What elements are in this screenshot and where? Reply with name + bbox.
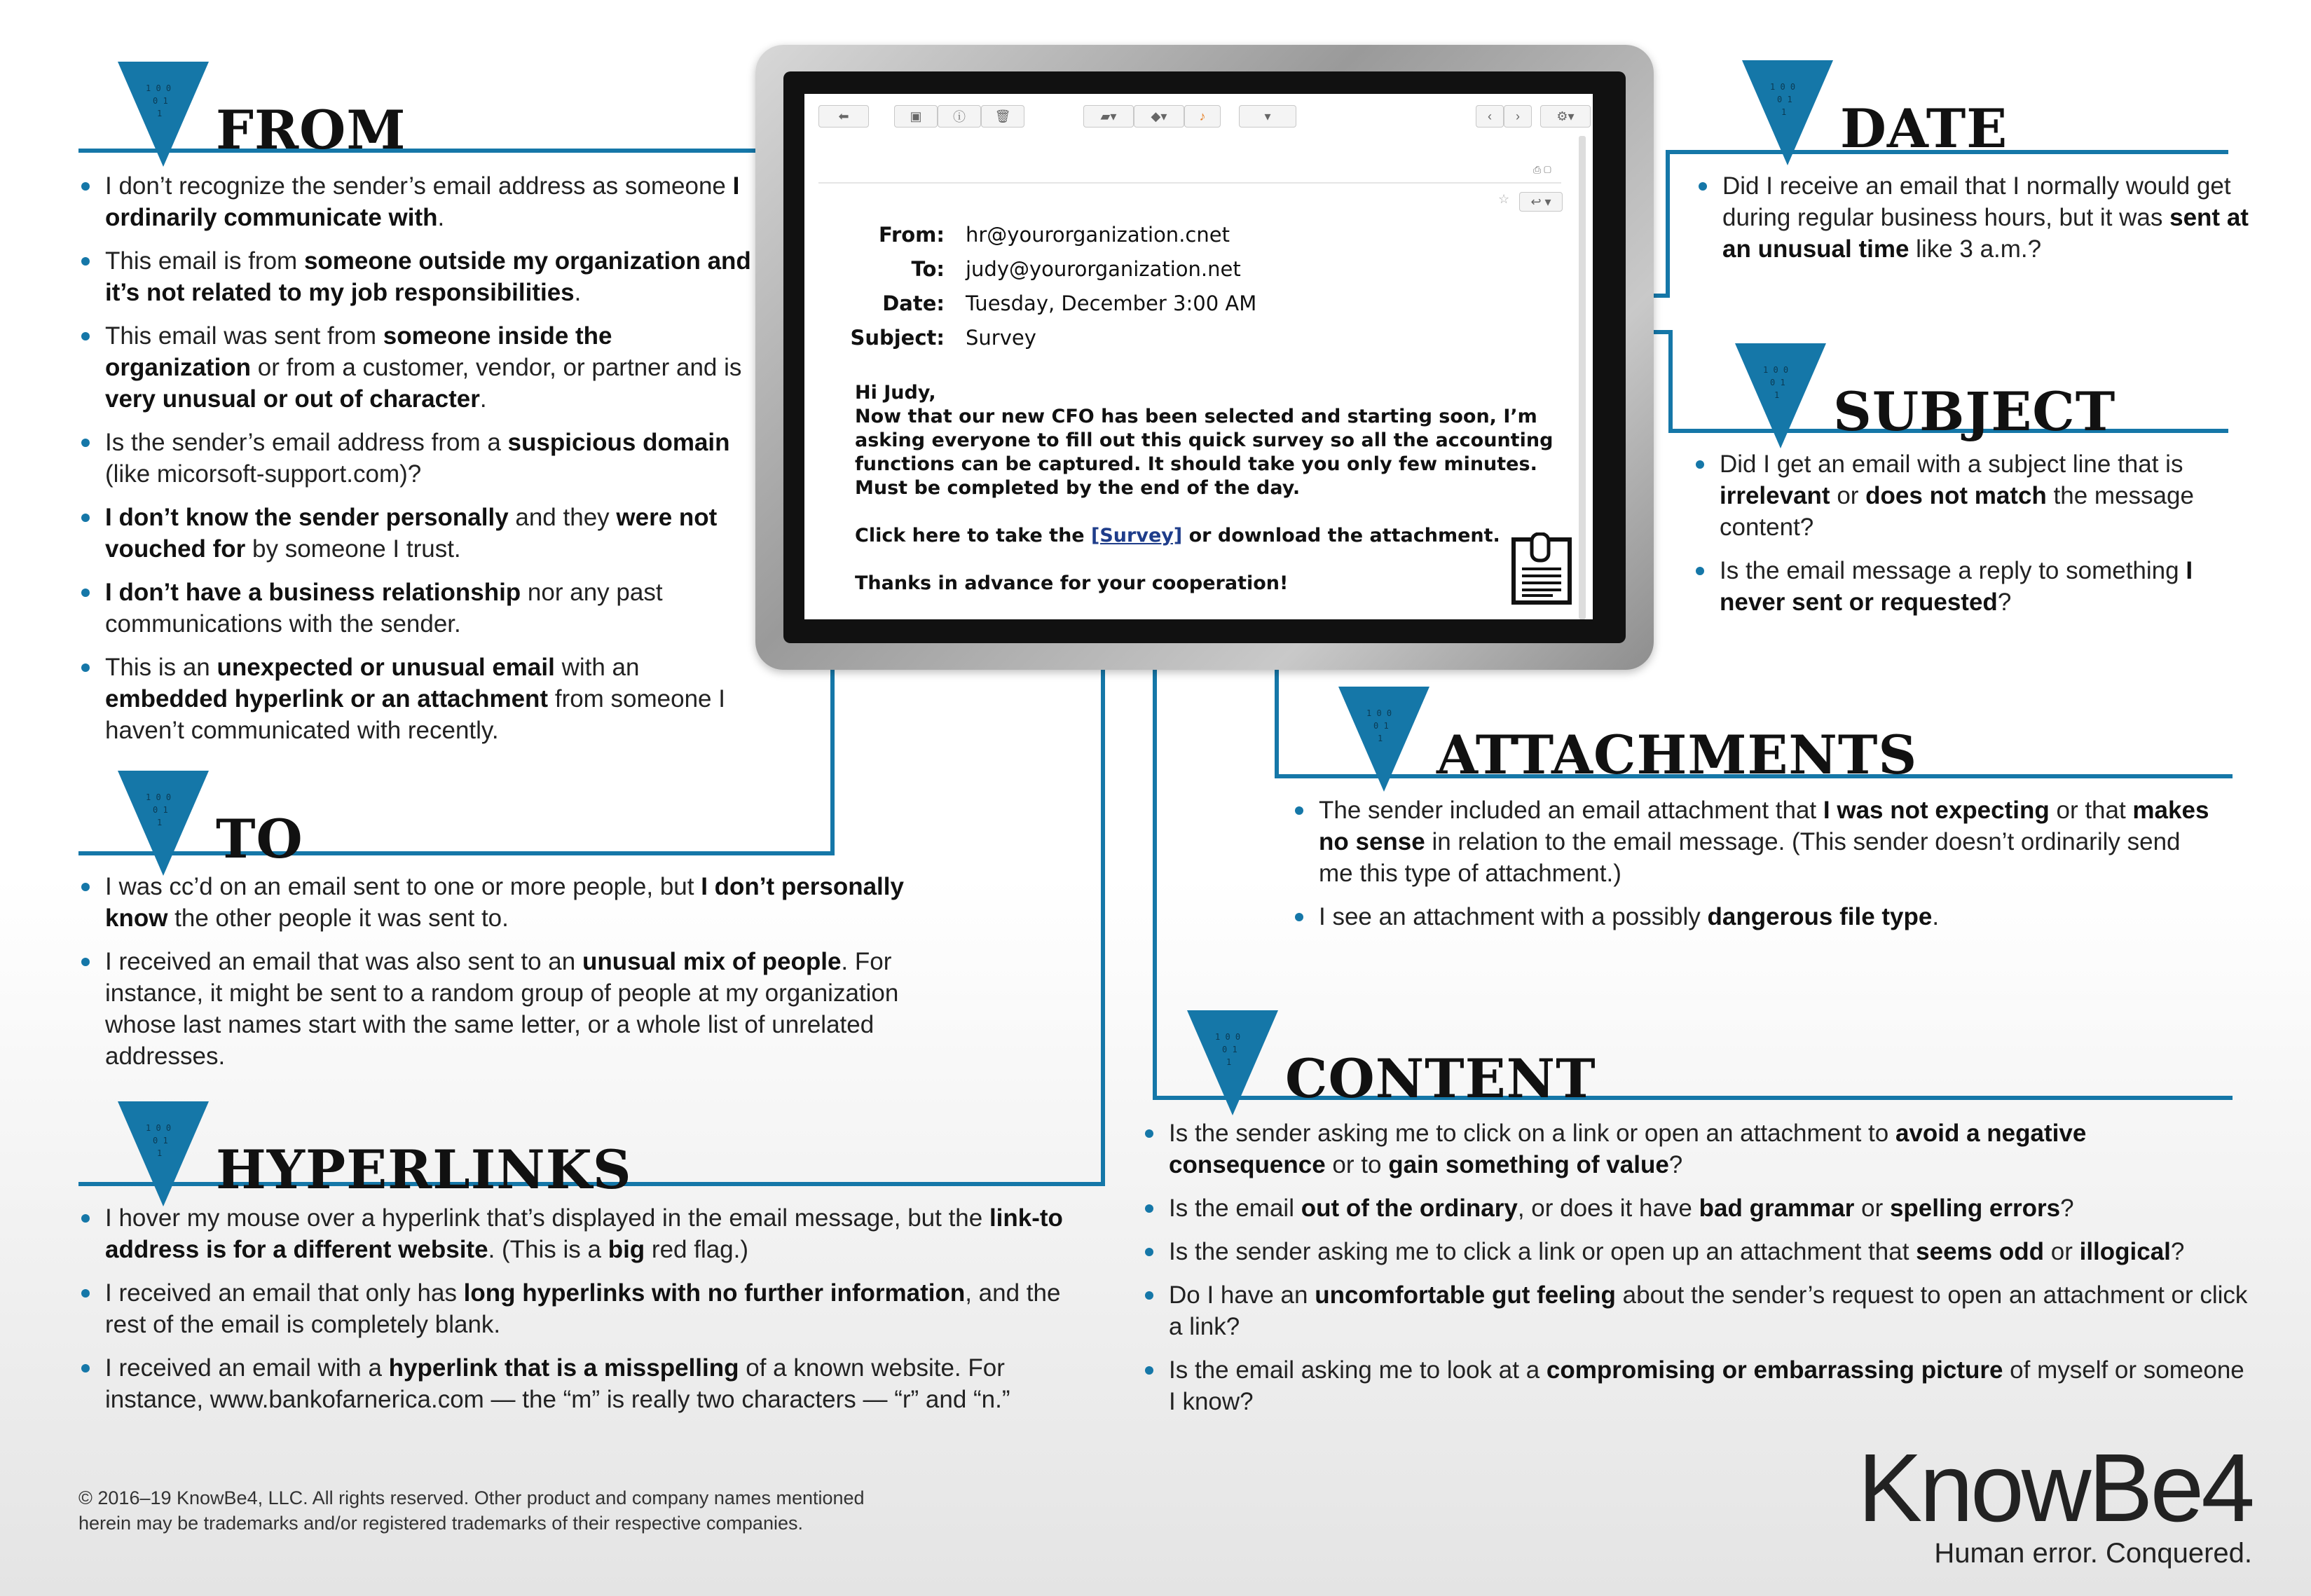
text: I was cc’d on an email sent to one or more people, but <box>105 873 701 900</box>
report-spam-icon[interactable]: ⓘ <box>938 105 981 128</box>
attachments-heading: ATTACHMENTS <box>1436 724 1918 786</box>
bold-text: I ordinarily communicate with <box>105 172 740 231</box>
more-icon[interactable]: ♪ <box>1184 105 1221 128</box>
bold-text: avoid a negative consequence <box>1169 1120 2087 1178</box>
to-value: judy@yourorganization.net <box>966 257 1241 281</box>
email-greeting: Hi Judy, <box>855 382 936 404</box>
bold-text: suspicious domain <box>507 429 730 456</box>
svg-text:0 1: 0 1 <box>153 96 168 106</box>
date-list <box>1696 170 2249 277</box>
bullet-item <box>78 170 751 233</box>
bullet-item <box>1693 555 2254 618</box>
text: and they <box>508 504 617 531</box>
text: Is the sender’s email address from a <box>105 429 508 456</box>
bold-text: irrelevant <box>1720 482 1830 509</box>
text: with an <box>554 654 640 681</box>
bold-text: I don’t know the sender personally <box>105 504 509 531</box>
bullet-item <box>78 871 926 934</box>
text: Is the email message a reply to something <box>1720 557 2186 584</box>
date-heading: DATE <box>1840 97 2008 160</box>
svg-text:1: 1 <box>1226 1057 1232 1067</box>
text: by someone I trust. <box>245 535 461 563</box>
dropdown-icon[interactable]: ▾ <box>1239 105 1296 128</box>
text: red flag.) <box>645 1236 749 1263</box>
bullet-item <box>78 320 751 415</box>
copyright <box>78 1485 865 1536</box>
bold-text: hyperlink that is a misspelling <box>388 1354 739 1382</box>
text: Did I get an email with a subject line that is <box>1720 450 2183 478</box>
link-suffix: or download the attachment. <box>1182 525 1500 546</box>
text: . <box>437 204 445 231</box>
text: , or does it have <box>1517 1195 1699 1222</box>
attachments-section-header <box>1338 687 1917 792</box>
bold-text: unusual mix of people <box>582 948 842 975</box>
hyperlinks-heading: HYPERLINKS <box>216 1138 632 1201</box>
text: or <box>1854 1195 1890 1222</box>
svg-text:1: 1 <box>157 818 163 827</box>
binary-triangle-icon <box>118 771 209 876</box>
from-list <box>78 170 751 758</box>
text: I don’t recognize the sender’s email address as someone <box>105 172 733 200</box>
bold-text: someone outside my organization and it’s not related to my job responsibilities <box>105 247 751 306</box>
attachments-list <box>1292 794 2217 944</box>
binary-triangle-icon <box>118 62 209 167</box>
text: Is the email asking me to look at a <box>1169 1356 1547 1384</box>
bullet-item <box>78 1352 1095 1415</box>
text: Did I receive an email that I normally would get during regular business hours, but it was <box>1722 172 2231 231</box>
svg-text:1: 1 <box>1781 107 1787 117</box>
email-link-line <box>855 524 1556 548</box>
svg-text:0 1: 0 1 <box>1770 378 1785 387</box>
text: Is the sender asking me to click on a link or open an attachment to <box>1169 1120 1895 1147</box>
bold-text: I don’t personally know <box>105 873 904 932</box>
bullet-item <box>78 577 751 640</box>
bold-text: sent at an unusual time <box>1722 204 2249 263</box>
email-toolbar <box>804 94 1593 157</box>
settings-icon[interactable]: ⚙▾ <box>1540 105 1591 128</box>
link-prefix: Click here to take the <box>855 525 1092 546</box>
bold-text: seems odd <box>1916 1238 2045 1265</box>
bold-text: I never sent or requested <box>1720 557 2193 616</box>
svg-text:0 1: 0 1 <box>153 805 168 815</box>
text: the message content? <box>1720 482 2194 541</box>
svg-text:1 0 0: 1 0 0 <box>1770 82 1796 92</box>
text: This email was sent from <box>105 322 383 350</box>
svg-text:1: 1 <box>1774 390 1780 400</box>
folder-icon[interactable]: ▰▾ <box>1083 105 1134 128</box>
text: nor any past communications with the sender. <box>105 579 663 638</box>
bullet-item <box>78 502 751 565</box>
bold-text: bad grammar <box>1699 1195 1855 1222</box>
svg-text:1 0 0: 1 0 0 <box>1763 365 1789 375</box>
monitor-screen <box>783 71 1626 643</box>
email-closing: Thanks in advance for your cooperation! <box>855 572 1289 594</box>
text: . (This is a <box>488 1236 608 1263</box>
bullet-item <box>1292 794 2217 889</box>
reply-icon[interactable]: ↩ ▾ <box>1519 192 1563 212</box>
text: I see an attachment with a possibly <box>1319 903 1708 930</box>
svg-text:1: 1 <box>1378 734 1383 743</box>
text: (like micorsoft-support.com)? <box>105 460 422 488</box>
subject-heading: SUBJECT <box>1833 380 2116 443</box>
divider <box>818 182 1561 184</box>
text: I received an email that was also sent to an <box>105 948 582 975</box>
bullet-item <box>1292 901 2217 933</box>
copyright-line-1: © 2016–19 KnowBe4, LLC. All rights reserved. Other product and company names mentioned <box>78 1487 865 1508</box>
email-body: Now that our new CFO has been selected and starting soon, I’m asking everyone to fill out this quick survey so all the accounting functions can be captured. It should take you only few minutes. Must be completed by the end of the day. <box>855 406 1554 499</box>
text: in relation to the email message. (This sender doesn’t ordinarily send me this type of attachment.) <box>1319 828 2181 887</box>
bold-text: gain something of value <box>1388 1151 1669 1178</box>
text: ? <box>2060 1195 2074 1222</box>
bold-text: spelling errors <box>1889 1195 2061 1222</box>
text: Is the email <box>1169 1195 1301 1222</box>
svg-text:1 0 0: 1 0 0 <box>1366 708 1392 718</box>
email-client <box>804 94 1593 619</box>
bullet-item <box>1142 1354 2249 1417</box>
binary-triangle-icon <box>1338 687 1429 792</box>
text: ? <box>1997 589 2012 616</box>
svg-text:0 1: 0 1 <box>1777 95 1792 104</box>
svg-text:1 0 0: 1 0 0 <box>146 83 172 93</box>
subject-label: Subject: <box>850 326 945 350</box>
bold-text: illogical <box>2079 1238 2171 1265</box>
binary-triangle-icon <box>1735 343 1826 448</box>
bullet-item <box>1142 1279 2249 1342</box>
bold-text: were not vouched for <box>105 504 718 563</box>
content-section-header <box>1187 1010 1596 1115</box>
email-monitor <box>755 45 1654 670</box>
text: I received an email with a <box>105 1354 389 1382</box>
archive-icon[interactable]: ▣ <box>894 105 938 128</box>
text: , and the rest of the email is completely blank. <box>105 1279 1061 1338</box>
text: Is the sender asking me to click a link or open up an attachment that <box>1169 1238 1916 1265</box>
from-label: From: <box>879 223 945 247</box>
bold-text: someone inside the organization <box>105 322 612 381</box>
to-label: To: <box>911 257 945 281</box>
text: . <box>479 385 487 413</box>
label-icon[interactable]: ◆▾ <box>1134 105 1184 128</box>
knowbe4-logo <box>1858 1434 2252 1569</box>
content-list <box>1142 1117 2249 1429</box>
back-icon[interactable]: ⬅ <box>818 105 869 128</box>
bold-text: long hyperlinks with no further information <box>463 1279 966 1307</box>
bold-text: unexpected or unusual email <box>217 654 555 681</box>
bold-text: dangerous file type <box>1707 903 1933 930</box>
svg-text:1 0 0: 1 0 0 <box>146 1123 172 1133</box>
bold-text: uncomfortable gut feeling <box>1315 1281 1616 1309</box>
text: of myself or someone I know? <box>1169 1356 2244 1415</box>
bold-text: very unusual or out of character <box>105 385 480 413</box>
bold-text: does not match <box>1865 482 2047 509</box>
text: . <box>574 279 582 306</box>
text: The sender included an email attachment that <box>1319 797 1823 824</box>
bullet-item <box>1142 1236 2249 1267</box>
text: or that <box>2049 797 2133 824</box>
text: from someone I haven’t communicated with recently. <box>105 685 725 744</box>
subject-section-header <box>1735 343 2115 448</box>
svg-text:1 0 0: 1 0 0 <box>1215 1032 1241 1042</box>
bullet-item <box>1142 1117 2249 1181</box>
bullet-item <box>78 1277 1095 1340</box>
text: This is an <box>105 654 217 681</box>
bullet-item <box>78 1202 1095 1265</box>
text: or to <box>1325 1151 1389 1178</box>
from-section-header <box>118 62 406 167</box>
bullet-item <box>1142 1192 2249 1224</box>
to-list <box>78 871 926 1084</box>
text: the other people it was sent to. <box>167 904 509 932</box>
svg-text:0 1: 0 1 <box>1373 721 1389 731</box>
from-heading: FROM <box>216 99 406 161</box>
bullet-item <box>1693 448 2254 543</box>
bold-text: embedded hyperlink or an attachment <box>105 685 549 713</box>
svg-text:1 0 0: 1 0 0 <box>146 792 172 802</box>
star-icon[interactable]: ☆ <box>1498 192 1510 206</box>
svg-text:1: 1 <box>157 109 163 118</box>
logo-tagline: Human error. Conquered. <box>1934 1538 2252 1569</box>
svg-text:0 1: 0 1 <box>1222 1045 1237 1054</box>
print-icon[interactable]: ⎙ ▢ <box>1533 164 1551 175</box>
bold-text: link-to address is for a different website <box>105 1204 1063 1263</box>
bold-text: big <box>608 1236 645 1263</box>
bold-text: compromising or embarrassing picture <box>1546 1356 2003 1384</box>
date-label: Date: <box>882 291 945 315</box>
hyperlinks-list <box>78 1202 1095 1427</box>
bold-text: I don’t have a business relationship <box>105 579 521 606</box>
text: I hover my mouse over a hyperlink that’s displayed in the email message, but the <box>105 1204 989 1232</box>
date-section-header <box>1742 60 2008 165</box>
hyperlinks-section-header <box>118 1101 632 1206</box>
bold-text: out of the ordinary <box>1301 1195 1518 1222</box>
binary-triangle-icon <box>1742 60 1833 165</box>
bold-text: makes no sense <box>1319 797 2209 855</box>
bullet-item <box>78 245 751 308</box>
survey-link[interactable]: [Survey] <box>1091 525 1183 546</box>
bullet-item <box>78 427 751 490</box>
to-heading: TO <box>216 808 303 870</box>
next-icon[interactable]: › <box>1504 105 1532 128</box>
text: . For instance, it might be sent to a random group of people at my organization whose last names start with the same letter, or a whole list of unrelated addresses. <box>105 948 899 1070</box>
delete-icon[interactable]: 🗑 <box>981 105 1024 128</box>
to-section-header <box>118 771 303 876</box>
date-value: Tuesday, December 3:00 AM <box>966 291 1257 315</box>
text: ? <box>2170 1238 2185 1265</box>
text: like 3 a.m.? <box>1909 235 2042 263</box>
logo-wordmark: KnowBe4 <box>1858 1434 2252 1542</box>
text: about the sender’s request to open an attachment or click a link? <box>1169 1281 2248 1340</box>
binary-triangle-icon <box>118 1101 209 1206</box>
svg-text:0 1: 0 1 <box>153 1136 168 1146</box>
bullet-item <box>78 652 751 746</box>
attachment-document-icon[interactable] <box>1511 532 1572 605</box>
text: Do I have an <box>1169 1281 1315 1309</box>
text: I received an email that only has <box>105 1279 464 1307</box>
bold-text: I was not expecting <box>1823 797 2050 824</box>
subject-list <box>1693 448 2254 630</box>
prev-icon[interactable]: ‹ <box>1476 105 1504 128</box>
text: . <box>1932 903 1940 930</box>
bullet-item <box>78 946 926 1072</box>
content-heading: CONTENT <box>1285 1047 1596 1110</box>
bullet-item <box>1696 170 2249 265</box>
binary-triangle-icon <box>1187 1010 1278 1115</box>
from-value: hr@yourorganization.cnet <box>966 223 1230 247</box>
text: of a known website. For instance, www.bankofarnerica.com — the “m” is really two characters — “r” and “n.” <box>105 1354 1010 1413</box>
text: or <box>2044 1238 2080 1265</box>
subject-value: Survey <box>966 326 1036 350</box>
text: or from a customer, vendor, or partner and is <box>251 354 742 381</box>
text: ? <box>1668 1151 1683 1178</box>
svg-text:1: 1 <box>157 1148 163 1158</box>
copyright-line-2: herein may be trademarks and/or registered trademarks of their respective companies. <box>78 1513 803 1534</box>
scrollbar[interactable] <box>1579 136 1586 619</box>
text: or <box>1830 482 1866 509</box>
text: This email is from <box>105 247 304 275</box>
